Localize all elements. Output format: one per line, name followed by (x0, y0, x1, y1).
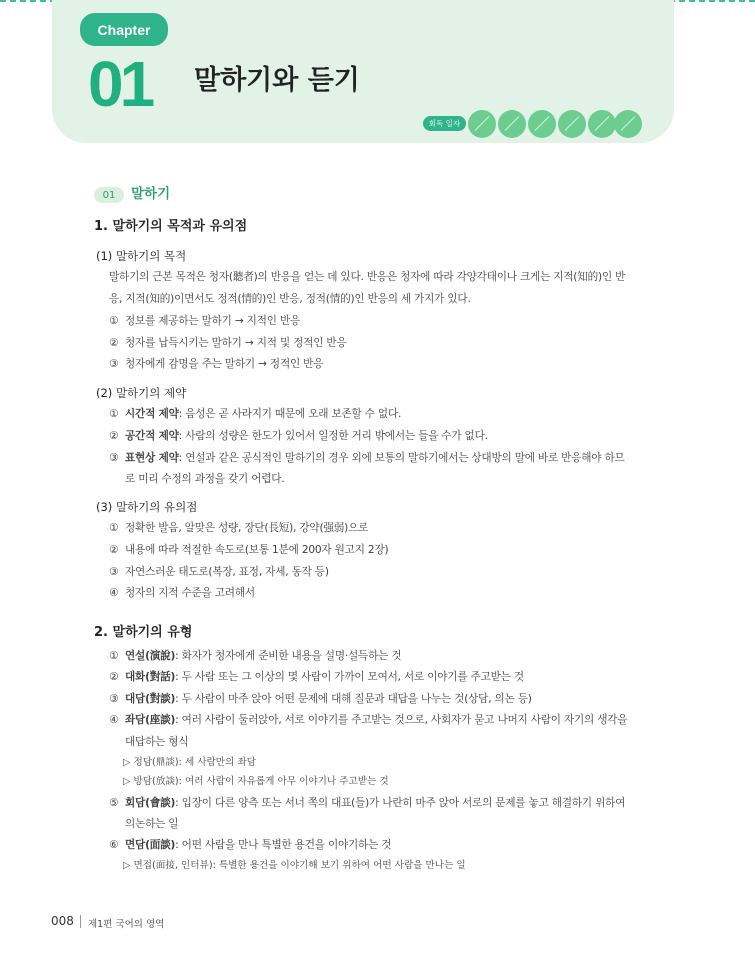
type-item-1: ① 연설(演說): 화자가 청자에게 준비한 내용을 설명·설득하는 것 (109, 650, 402, 662)
subheading-purpose: (1) 말하기의 목적 (96, 249, 187, 263)
subheading-cautions: (3) 말하기의 유의점 (96, 500, 198, 514)
review-date-circle-6[interactable] (614, 110, 642, 138)
type-item-6-sub: ▷ 면접(面接, 인터뷰): 특별한 용건을 이야기해 보기 위하여 어떤 사람을 만나는 일 (123, 860, 466, 871)
purpose-text-line1: 말하기의 근본 목적은 청자(聽者)의 반응을 얻는 데 있다. 반응은 청자에 따라 각양각태이나 크게는 지적(知的)인 반 (109, 271, 626, 283)
constraint-item-1: ① 시간적 제약: 음성은 곧 사라지기 때문에 오래 보존할 수 없다. (109, 408, 402, 420)
review-date-circle-3[interactable] (528, 110, 556, 138)
footer-divider (80, 915, 81, 928)
type-item-2: ② 대화(對話): 두 사람 또는 그 이상의 몇 사람이 가까이 모여서, 서로 이야기를 주고받는 것 (109, 671, 524, 683)
heading-purpose: 1. 말하기의 목적과 유의점 (94, 219, 248, 234)
constraint-item-2: ② 공간적 제약: 사람의 성량은 한도가 있어서 일정한 거리 밖에서는 들을 수가 없다. (109, 430, 488, 442)
purpose-item-3: ③ 청자에게 감명을 주는 말하기 → 정적인 반응 (109, 358, 324, 370)
constraint-item-3: ③ 표현상 제약: 연설과 같은 공식적인 말하기의 경우 외에 보통의 말하기에서는 상대방의 말에 바로 반응해야 하므 (109, 452, 625, 464)
type-item-6: ⑥ 면담(面談): 어떤 사람을 만나 특별한 용건을 이야기하는 것 (109, 839, 392, 851)
type-item-4-cont: 대답하는 형식 (125, 736, 189, 748)
type-item-5: ⑤ 회담(會談): 입장이 다른 양측 또는 서너 쪽의 대표(들)가 나란히 마주 앉아 서로의 문제를 놓고 해결하기 위하여 (109, 797, 626, 809)
type-item-4-sub-1: ▷ 정담(鼎談): 세 사람만의 좌담 (123, 757, 256, 768)
section-number-badge: 01 (94, 187, 124, 203)
footer-running-title: 제1편 국어의 영역 (88, 919, 165, 930)
caution-item-3: ③ 자연스러운 태도로(복장, 표정, 자세, 동작 등) (109, 566, 329, 578)
caution-item-2: ② 내용에 따라 적절한 속도로(보통 1분에 200자 원고지 2장) (109, 544, 389, 556)
subheading-constraints: (2) 말하기의 제약 (96, 386, 187, 400)
purpose-item-1: ① 정보를 제공하는 말하기 → 지적인 반응 (109, 315, 301, 327)
type-item-4-sub-2: ▷ 방담(放談): 여러 사람이 자유롭게 아무 이야기나 주고받는 것 (123, 776, 389, 787)
caution-item-1: ① 정확한 발음, 알맞은 성량, 장단(長短), 강약(强弱)으로 (109, 522, 369, 534)
chapter-number: 01 (88, 48, 152, 120)
heading-types: 2. 말하기의 유형 (94, 625, 193, 640)
type-item-4: ④ 좌담(座談): 여러 사람이 둘러앉아, 서로 이야기를 주고받는 것으로, 사회자가 묻고 나머지 사람이 자기의 생각을 (109, 714, 628, 726)
purpose-text-line2: 응, 지적(知的)이면서도 정적(情的)인 반응, 정적(情的)인 반응의 세 가지가 있다. (109, 293, 471, 305)
review-date-circle-5[interactable] (588, 110, 616, 138)
page-number: 008 (51, 914, 74, 928)
caution-item-4: ④ 청자의 지적 수준을 고려해서 (109, 587, 255, 599)
chapter-label: Chapter (80, 13, 168, 46)
review-date-circle-4[interactable] (558, 110, 586, 138)
review-date-circle-2[interactable] (498, 110, 526, 138)
review-date-label: 회독 일자 (423, 116, 466, 131)
constraint-item-3-cont: 로 미리 수정의 과정을 갖기 어렵다. (125, 473, 285, 485)
review-date-circle-1[interactable] (468, 110, 496, 138)
type-item-5-cont: 의논하는 일 (125, 818, 179, 830)
purpose-item-2: ② 청자를 납득시키는 말하기 → 지적 및 정적인 반응 (109, 337, 347, 349)
type-item-3: ③ 대담(對談): 두 사람이 마주 앉아 어떤 문제에 대해 질문과 대답을 나누는 것(상담, 의논 등) (109, 693, 532, 705)
section-title: 말하기 (131, 186, 171, 202)
chapter-title: 말하기와 듣기 (194, 65, 360, 96)
